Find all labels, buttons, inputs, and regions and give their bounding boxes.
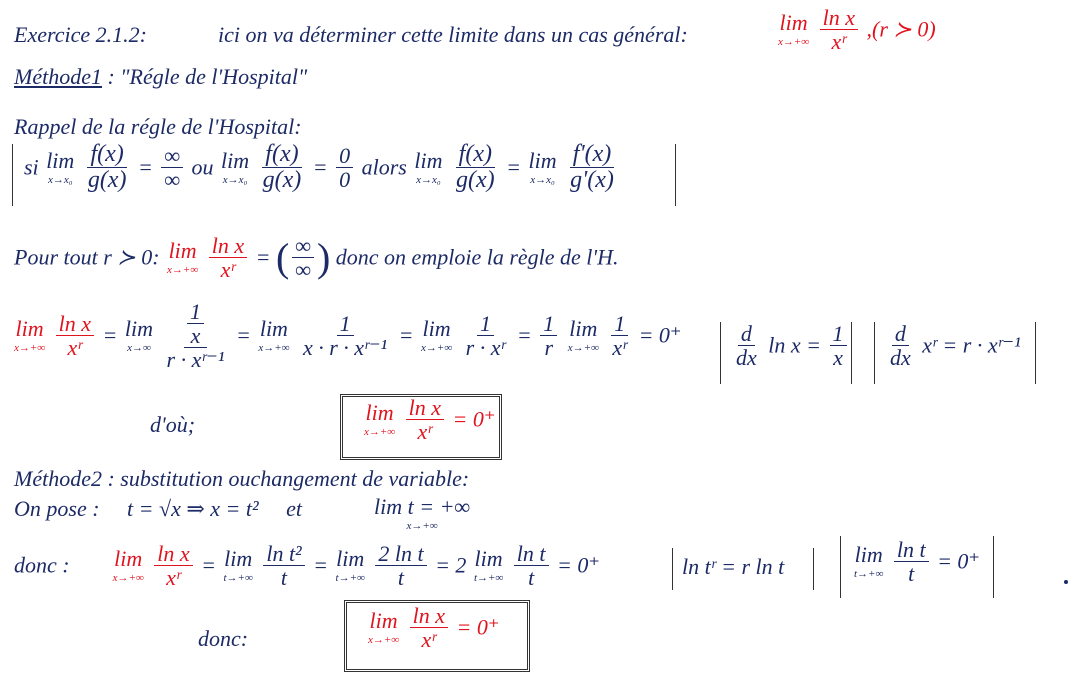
stray-dot xyxy=(1064,580,1068,584)
method2-heading: Méthode2 : substitution ouchangement de variable: xyxy=(14,466,470,491)
donc-final-label: donc: xyxy=(198,626,249,651)
method1-label: Méthode1 xyxy=(14,64,102,89)
method1-title: : "Régle de l'Hospital" xyxy=(101,64,308,89)
exercise-heading xyxy=(14,22,147,48)
result-1: lim x→+∞ $\frac{\text{ln x}}{\text{xʳ}}$ = 0⁺ xyxy=(364,395,496,445)
hospital-rule: si lim x→x₀ $\frac{f(x)}{g(x)}$ = $\frac{\infty}{\infty}$ ou lim x→x₀ $\frac{f(x)}{g(x)}$ = $\frac{0}{0}$ alors lim x→x₀ $\frac{f(x)}{g(x)}$ = lim x→x₀ $\frac{f'(x)}{g'(x)}$ xyxy=(24,141,614,194)
deriv-ln: $\frac{d}{dx}$ ln x = $\frac{1}{x}$ xyxy=(730,322,850,369)
rappel-heading xyxy=(14,114,302,140)
ln-tr-identity: ln tʳ = r ln t xyxy=(682,554,785,579)
lim-op: lim x→+∞ xyxy=(778,9,810,48)
dou-label: d'où; xyxy=(150,412,196,437)
exercise-text xyxy=(218,22,688,48)
exercise-description: ici on va déterminer cette limite dans un cas général: xyxy=(218,22,688,47)
exercise-limit xyxy=(776,6,936,53)
pour-tout-line: Pour tout r ≻ 0: lim x→+∞ $\frac{\text{ln x}}{\text{xʳ}}$ = ( $\frac{\infty}{\infty}$ ) donc on emploie la règle de l'H. xyxy=(14,233,619,283)
on-pose-line: On pose : t = √x ⇒ x = t² et xyxy=(14,496,302,521)
donc-line: donc : lim x→+∞ $\frac{\text{ln x}}{\text{xʳ}}$ = lim t→+∞ $\frac{\text{ln t²}}{t}$ = lim t→+∞ $\frac{\text{2 ln t}}{t}$ = 2 lim t→+∞ $\frac{\text{ln t}}{t}$ = 0⁺ xyxy=(14,541,600,591)
lim-t: lim t = +∞ x→+∞ xyxy=(374,494,471,532)
method1-heading xyxy=(14,64,307,90)
lim-lnt: lim t→+∞ $\frac{\text{ln t}}{t}$ = 0⁺ xyxy=(854,537,981,587)
condition: ,(r ≻ 0) xyxy=(866,16,936,42)
derivation-line: lim x→+∞ $\frac{\text{ln x}}{\text{xʳ}}$ = lim x→∞ $\frac{\frac{1}{x}}{\text{r · xʳ⁻¹}}$ = lim x→+∞ $\frac{1}{\text{x · r · xʳ⁻¹}}$ = lim x→+∞ $\frac{1}{\text{r · xʳ}}$ = $\frac{1}{r}$ lim x→+∞ $\frac{1}{\text{xʳ}}$ = 0⁺ xyxy=(14,299,682,373)
result-2: lim x→+∞ $\frac{\text{ln x}}{\text{xʳ}}$ = 0⁺ xyxy=(368,603,500,653)
deriv-xr: $\frac{d}{dx}$ xʳ = r · xʳ⁻¹ xyxy=(890,321,1021,371)
exercise-label: Exercice 2.1.2: xyxy=(14,22,147,47)
fraction: $\frac{\text{ln x}}{\text{xʳ}}$ xyxy=(820,6,858,53)
rappel-text: Rappel de la régle de l'Hospital: xyxy=(14,114,302,139)
